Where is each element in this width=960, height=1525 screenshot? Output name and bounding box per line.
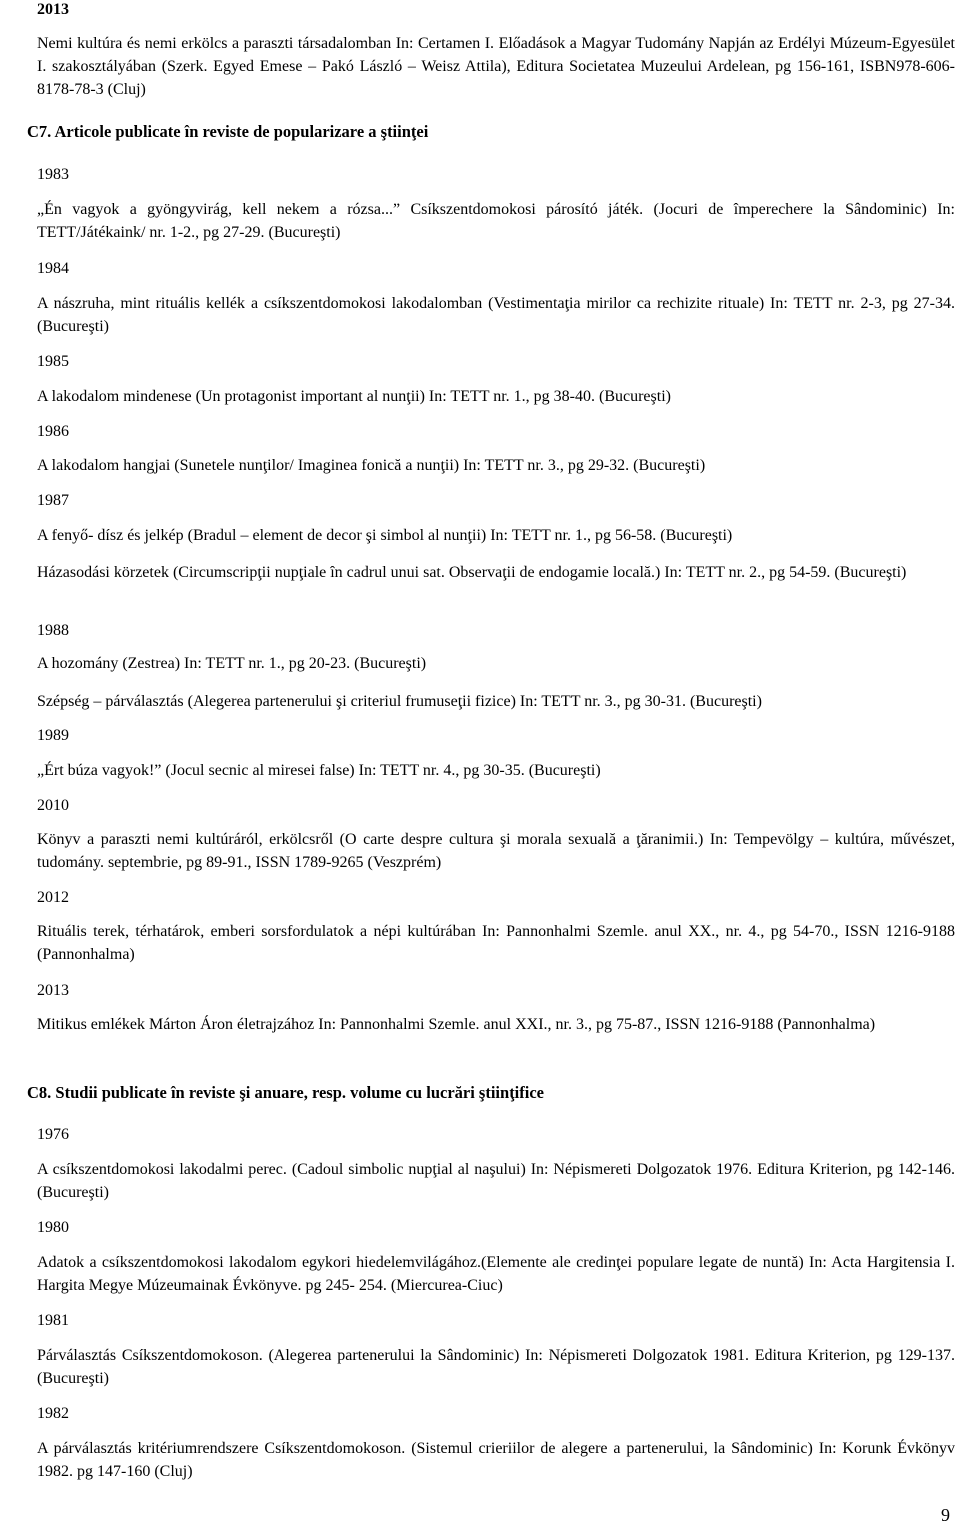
bibliography-entry-1986: A lakodalom hangjai (Sunetele nunţilor/ Imaginea fonică a nunţii) In: TETT nr. 3., pg 29-32. (Bucureşti) <box>37 457 706 474</box>
section-heading-c8: C8. Studii publicate în reviste şi anuare, resp. volume cu lucrări ştiinţifice <box>27 1083 544 1102</box>
bibliography-entry-2013-top: Nemi kultúra és nemi erkölcs a paraszti társadalomban In: Certamen I. Előadások a Magyar Tudomány Napján az Erdélyi Múzeum-Egyesület I. szakosztályában (Szerk. Egyed Emese – Pakó László – Weisz Attila), Editura Societatea Muzeului Ardelean, pg 156-161, ISBN978-606-8178-78-3 (Cluj) <box>37 35 955 98</box>
bibliography-entry-2012: Rituális terek, térhatárok, emberi sorsfordulatok a népi kultúrában In: Pannonhalmi Szemle. anul XX., nr. 4., pg 54-70., ISSN 1216-9188 (Pannonhalma) <box>37 923 955 963</box>
year-heading-1982: 1982 <box>37 1405 69 1422</box>
year-heading-1976: 1976 <box>37 1126 69 1143</box>
year-heading-2013-top: 2013 <box>37 1 69 18</box>
bibliography-entry-1976: A csíkszentdomokosi lakodalmi perec. (Cadoul simbolic nupţial al naşului) In: Népismereti Dolgozatok 1976. Editura Kriterion, pg 142-146. (Bucureşti) <box>37 1161 955 1201</box>
year-heading-1980: 1980 <box>37 1219 69 1236</box>
bibliography-entry-2013: Mitikus emlékek Márton Áron életrajzához In: Pannonhalmi Szemle. anul XXI., nr. 3., pg 75-87., ISSN 1216-9188 (Pannonhalma) <box>37 1016 876 1033</box>
bibliography-entry-1984: A nászruha, mint rituális kellék a csíkszentdomokosi lakodalomban (Vestimentaţia mirilor ca rechizite rituale) In: TETT nr. 2-3, pg 27-34. (Bucureşti) <box>37 295 955 335</box>
year-heading-1983: 1983 <box>37 166 69 183</box>
year-heading-2013: 2013 <box>37 982 69 999</box>
section-heading-c7: C7. Articole publicate în reviste de popularizare a ştiinţei <box>27 122 429 141</box>
year-heading-1985: 1985 <box>37 353 69 370</box>
year-heading-1987: 1987 <box>37 492 69 509</box>
year-heading-1986: 1986 <box>37 423 69 440</box>
bibliography-entry-1987b: Házasodási körzetek (Circumscripţii nupţiale în cadrul unui sat. Observaţii de endogamie locală.) In: TETT nr. 2., pg 54-59. (Bucureşti) <box>37 564 907 581</box>
bibliography-entry-1988a: A hozomány (Zestrea) In: TETT nr. 1., pg 20-23. (Bucureşti) <box>37 655 427 672</box>
bibliography-entry-1987a: A fenyő- dísz és jelkép (Bradul – element de decor şi simbol al nunţii) In: TETT nr. 1., pg 56-58. (Bucureşti) <box>37 527 733 544</box>
bibliography-entry-1981: Párválasztás Csíkszentdomokoson. (Alegerea partenerului la Sândominic) In: Népismereti Dolgozatok 1981. Editura Kriterion, pg 129-137. (Bucureşti) <box>37 1347 955 1387</box>
year-heading-1988: 1988 <box>37 622 69 639</box>
page-number: 9 <box>941 1505 950 1525</box>
year-heading-1989: 1989 <box>37 727 69 744</box>
bibliography-entry-1988b: Szépség – párválasztás (Alegerea partenerului şi criteriul frumuseţii fizice) In: TETT nr. 3., pg 30-31. (Bucureşti) <box>37 693 762 710</box>
year-heading-1981: 1981 <box>37 1312 69 1329</box>
year-heading-2010: 2010 <box>37 797 69 814</box>
bibliography-entry-1989: „Ért búza vagyok!” (Jocul secnic al miresei false) In: TETT nr. 4., pg 30-35. (Bucureşti) <box>37 762 601 779</box>
year-heading-2012: 2012 <box>37 889 69 906</box>
year-heading-1984: 1984 <box>37 260 69 277</box>
bibliography-entry-1982: A párválasztás kritériumrendszere Csíkszentdomokoson. (Sistemul crieriilor de alegere a partenerului, la Sândominic) In: Korunk Évkönyv 1982. pg 147-160 (Cluj) <box>37 1440 955 1480</box>
bibliography-entry-1980: Adatok a csíkszentdomokosi lakodalom egykori hiedelemvilágához.(Elemente ale credinţei populare legate de nuntă) In: Acta Hargitensia I. Hargita Megye Múzeumainak Évkönyve. pg 245- 254. (Miercurea-Ciuc) <box>37 1254 955 1294</box>
bibliography-entry-1985: A lakodalom mindenese (Un protagonist important al nunţii) In: TETT nr. 1., pg 38-40. (Bucureşti) <box>37 388 671 405</box>
bibliography-entry-2010: Könyv a paraszti nemi kultúráról, erkölcsről (O carte despre cultura şi morala sexuală a ţăranimii.) In: Tempevölgy – kultúra, művészet, tudomány. septembrie, pg 89-91., ISSN 1789-9265 (Veszprém) <box>37 831 955 871</box>
bibliography-entry-1983: „Én vagyok a gyöngyvirág, kell nekem a rózsa...” Csíkszentdomokosi párosító játék. (Jocuri de împerechere la Sândominic) In: TETT/Játékaink/ nr. 1-2., pg 27-29. (Bucureşti) <box>37 201 955 241</box>
